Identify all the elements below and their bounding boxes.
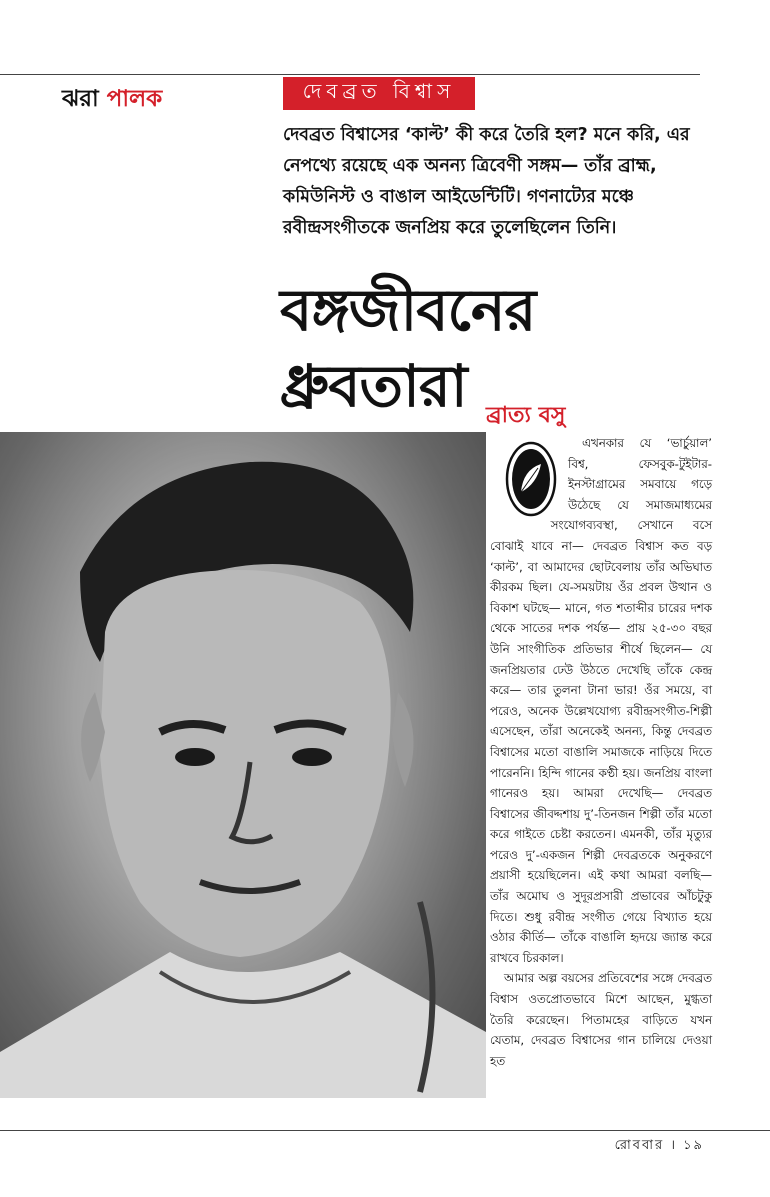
headline-line-1: বঙ্গজীবনের: [280, 276, 536, 344]
column-name-part2: পালক: [106, 86, 163, 112]
top-rule: [0, 74, 700, 75]
subject-badge: দেবব্রত বিশ্বাস: [283, 77, 475, 110]
body-paragraph-1: এখনকার যে ‘ভার্চুয়াল’ বিশ্ব, ফেসবুক-টুইটার-ইনস্টাগ্রামের সমবায়ে গড়ে উঠেছে যে সমাজমাধ্যমের সংযোগব্যবস্থা, সেখানে বসে বোঝাই যাবে না— দেবব্রত বিশ্বাস কত বড় ‘কাল্ট’, বা আমাদের ছোটবেলায় তাঁর অভিঘাত কীরকম ছিল। যে-সময়টায় ওঁর প্রবল উত্থান ও বিকাশ ঘটছে— মানে, গত শতাব্দীর চারের দশক থেকে সাতের দশক পর্যন্ত— প্রায় ২৫-৩০ বছর উনি সাংগীতিক প্রতিভার শীর্ষে ছিলেন— যে জনপ্রিয়তার ঢেউ উঠতে দেখেছি তাঁকে কেন্দ্র করে— তার তুলনা টানা ভার! ওঁর সময়ে, বা পরেও, অনেক উল্লেখযোগ্য রবীন্দ্রসংগীত-শিল্পী এসেছেন, তাঁরা অনেকেই অনন্য, কিন্তু দেবব্রত বিশ্বাসের মতো বাঙালি সমাজকে নাড়িয়ে দিতে পারেননি। হিন্দি গানের কণ্ঠী হয়। জনপ্রিয় বাংলা গানেরও হয়। আমরা দেখেছি— দেবব্রত বিশ্বাসের জীবদ্দশায় দু’-তিনজন শিল্পী তাঁর মতো করে গাইতে চেষ্টা করতেন। এমনকী, তাঁর মৃত্যুর পরেও দু’-একজন শিল্পী দেবব্রতকে অনুকরণে প্রয়াসী হয়েছিলেন। এই কথা আমরা বলছি— তাঁর অমোঘ ও সুদূরপ্রসারী প্রভাবের আঁচটুকু দিতে। শুধু রবীন্দ্র সংগীত গেয়ে বিখ্যাত হয়ে ওঠার কীর্তি— তাঁকে বাঙালি হৃদয়ে জ্যান্ত করে রাখবে চিরকাল।: [490, 436, 712, 965]
article-body: [490, 433, 712, 1071]
bottom-rule: [0, 1130, 770, 1131]
folio-page-number: ১৯: [683, 1138, 704, 1153]
folio-day: রোববার: [614, 1138, 665, 1153]
portrait-illustration: [0, 432, 486, 1098]
column-name: [62, 80, 162, 119]
folio-separator: ।: [670, 1138, 677, 1153]
headline-line-2: ধ্রুবতারা: [280, 352, 467, 420]
folio: [615, 1136, 704, 1157]
column-name-part1: ঝরা: [62, 86, 99, 112]
portrait-photo: [0, 432, 486, 1098]
body-paragraph-2: আমার অল্প বয়সের প্রতিবেশের সঙ্গে দেবব্রত বিশ্বাস ওতপ্রোতভাবে মিশে আছেন, মুগ্ধতা তৈরি করেছেন। পিতামহের বাড়িতে যখন যেতাম, দেবব্রত বিশ্বাসের গান চালিয়ে দেওয়া হত: [490, 971, 712, 1068]
byline: ব্রাত্য বসু: [486, 403, 566, 428]
standfirst: দেবব্রত বিশ্বাসের ‘কাল্ট’ কী করে তৈরি হল? মনে করি, এর নেপথ্যে রয়েছে এক অনন্য ত্রিবেণী সঙ্গম— তাঁর ব্রাহ্ম, কমিউনিস্ট ও বাঙাল আইডেন্টিটি। গণনাট্যের মঞ্চে রবীন্দ্রসংগীতকে জনপ্রিয় করে তুলেছিলেন তিনি।: [283, 125, 690, 238]
